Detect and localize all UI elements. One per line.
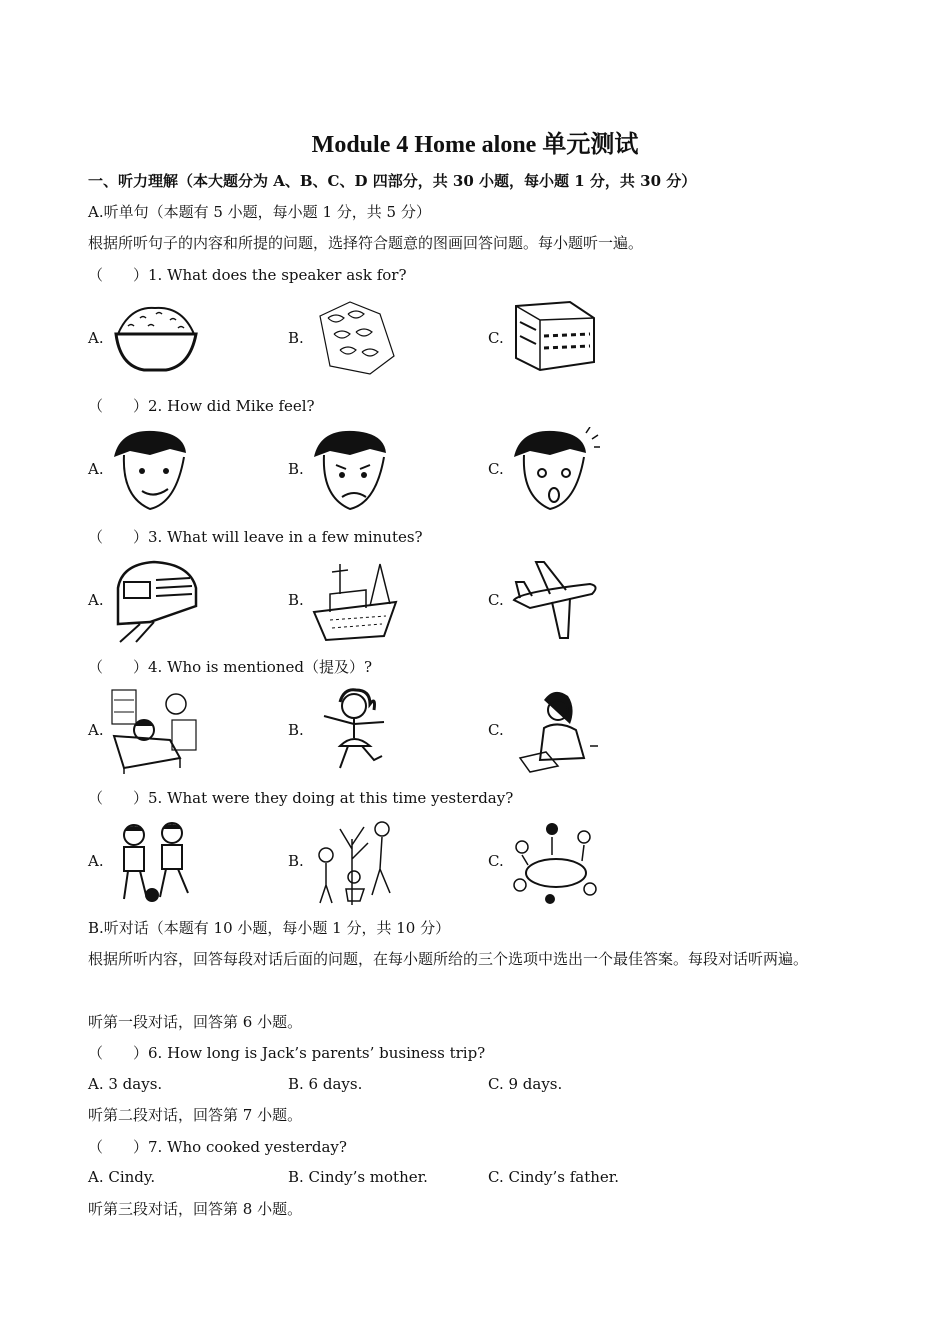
- question-1: （ ）1. What does the speaker ask for?: [88, 266, 407, 284]
- cake-icon: [510, 296, 600, 378]
- dumplings-icon: [310, 296, 400, 378]
- part-a-instructions: 根据所听句子的内容和所提的问题，选择符合题意的图画回答问题。每小题听一遍。: [88, 234, 644, 252]
- option-c[interactable]: C. Cindy’s father.: [488, 1168, 620, 1186]
- dialog-2-note: 听第二段对话，回答第 7 小题。: [88, 1106, 303, 1124]
- part-b-heading: B.听对话（本题有 10 小题，每小题 1 分，共 10 分）: [88, 919, 451, 937]
- dialog-3-note: 听第三段对话，回答第 8 小题。: [88, 1200, 303, 1218]
- sleeping-grandpa-icon: [110, 688, 200, 774]
- question-7: （ ）7. Who cooked yesterday?: [88, 1138, 347, 1156]
- plane-icon: [510, 558, 600, 644]
- option-a[interactable]: A. Cindy.: [88, 1168, 156, 1186]
- question-5-options: A. B. C.: [88, 819, 868, 909]
- rice-bowl-icon: [110, 296, 200, 378]
- train-icon: [110, 558, 200, 644]
- option-a[interactable]: A. 3 days.: [88, 1075, 163, 1093]
- dialog-1-note: 听第一段对话，回答第 6 小题。: [88, 1013, 303, 1031]
- surprised-face-icon: [510, 427, 600, 513]
- dancing-girl-icon: [310, 688, 400, 774]
- question-3-options: A. B. C.: [88, 558, 868, 648]
- ship-icon: [310, 558, 400, 644]
- planting-trees-icon: [310, 819, 400, 905]
- meeting-table-icon: [510, 819, 600, 905]
- sad-face-icon: [310, 427, 400, 513]
- happy-face-icon: [110, 427, 200, 513]
- boys-football-icon: [110, 819, 200, 905]
- part-b-instructions: 根据所听内容，回答每段对话后面的问题，在每小题所给的三个选项中选出一个最佳答案。每段对话听两遍。: [88, 950, 809, 968]
- option-c[interactable]: C. 9 days.: [488, 1075, 563, 1093]
- option-b[interactable]: B. Cindy’s mother.: [288, 1168, 428, 1186]
- section-heading: 一、听力理解（本大题分为 A、B、C、D 四部分，共 30 小题，每小题 1 分，共 30 分）: [88, 172, 697, 190]
- page-title: Module 4 Home alone 单元测试: [311, 132, 639, 158]
- question-2: （ ）2. How did Mike feel?: [88, 397, 315, 415]
- option-b[interactable]: B. 6 days.: [288, 1075, 363, 1093]
- question-2-options: A. B. C.: [88, 427, 868, 517]
- question-4: （ ）4. Who is mentioned（提及）?: [88, 658, 373, 676]
- part-a-heading: A.听单句（本题有 5 小题，每小题 1 分，共 5 分）: [88, 203, 431, 221]
- woman-writing-icon: [510, 688, 600, 774]
- question-4-options: A. B. C.: [88, 688, 868, 778]
- question-6: （ ）6. How long is Jack’s parents’ business trip?: [88, 1044, 486, 1062]
- question-1-options: A. B. C.: [88, 296, 868, 386]
- question-3: （ ）3. What will leave in a few minutes?: [88, 528, 423, 546]
- question-5: （ ）5. What were they doing at this time yesterday?: [88, 789, 514, 807]
